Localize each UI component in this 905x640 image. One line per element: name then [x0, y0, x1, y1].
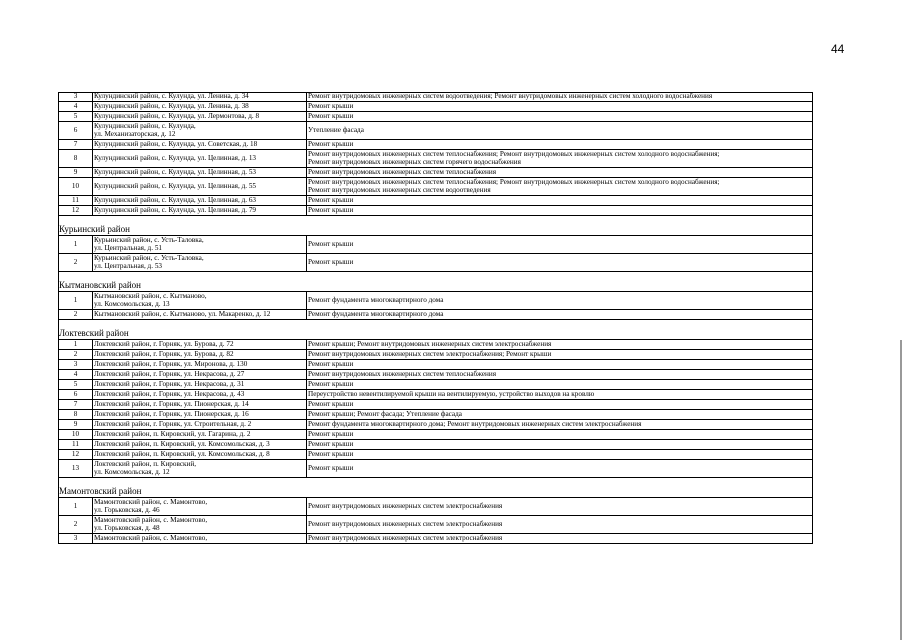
- table-row: [58, 420, 813, 430]
- address-cell: [93, 360, 307, 369]
- work-type-line: Ремонт крыши: [308, 102, 354, 110]
- work-type-cell: [307, 122, 812, 139]
- work-type-line: Ремонт внутридомовых инженерных систем горячего водоснабжения: [308, 157, 521, 166]
- work-type-line: Ремонт внутридомовых инженерных систем электроснабжения: [308, 534, 503, 542]
- address-cell: [93, 206, 307, 215]
- table-row: [58, 112, 813, 122]
- table-row: [58, 340, 813, 350]
- table-row: [58, 206, 813, 216]
- work-type-line: Утепление фасада: [308, 125, 364, 134]
- address-cell: [93, 350, 307, 359]
- work-type-line: Ремонт внутридомовых инженерных систем теплоснабжения: [308, 168, 497, 176]
- address-cell: [93, 310, 307, 319]
- address-line: Мамонтовский район, с. Мамонтово,: [94, 516, 208, 524]
- address-line: Локтевский район, г. Горняк, ул. Бурова, д. 82: [94, 350, 234, 358]
- address-line: ул. Центральная, д. 51: [94, 243, 163, 252]
- row-number: 6: [59, 390, 93, 399]
- work-type-cell: [307, 102, 812, 111]
- address-line: Кулундинский район, с. Кулунда, ул. Целинная, д. 63: [94, 196, 257, 204]
- work-type-line: Ремонт фундамента многоквартирного дома: [308, 310, 444, 318]
- address-line: Локтевский район, г. Горняк, ул. Миронова, д. 130: [94, 360, 248, 368]
- section-title: Мамонтовский район: [58, 478, 813, 498]
- row-number: 8: [59, 150, 93, 167]
- work-type-line: Ремонт крыши: [308, 257, 354, 266]
- work-type-line: Ремонт крыши: [308, 463, 354, 472]
- work-type-line: Ремонт крыши: [308, 239, 354, 248]
- section-title: Курьинский район: [58, 216, 813, 236]
- address-cell: [93, 380, 307, 389]
- row-number: 2: [59, 254, 93, 271]
- work-type-cell: [307, 380, 812, 389]
- address-line: Локтевский район, п. Кировский, ул. Комсомольская, д. 3: [94, 440, 270, 448]
- work-type-cell: [307, 112, 812, 121]
- address-line: Локтевский район, г. Горняк, ул. Строительная, д. 2: [94, 420, 252, 428]
- work-type-line: Ремонт крыши: [308, 196, 354, 204]
- table-row: [58, 92, 813, 102]
- work-type-line: Ремонт крыши: [308, 450, 354, 458]
- address-cell: [93, 430, 307, 439]
- row-number: 7: [59, 140, 93, 149]
- row-number: 1: [59, 236, 93, 253]
- repair-table: [58, 92, 813, 544]
- work-type-line: Ремонт внутридомовых инженерных систем водоотведения: [308, 185, 491, 194]
- address-cell: [93, 400, 307, 409]
- work-type-line: Ремонт крыши: [308, 400, 354, 408]
- work-type-line: Ремонт крыши: [308, 206, 354, 214]
- row-number: 6: [59, 122, 93, 139]
- address-line: Локтевский район, п. Кировский, ул. Гагарина, д. 2: [94, 430, 251, 438]
- work-type-cell: [307, 150, 812, 167]
- work-type-cell: [307, 178, 812, 195]
- table-row: [58, 292, 813, 310]
- address-cell: [93, 370, 307, 379]
- row-number: 11: [59, 196, 93, 205]
- address-line: Кулундинский район, с. Кулунда, ул. Советская, д. 18: [94, 140, 258, 148]
- address-line: Локтевский район, п. Кировский, ул. Комсомольская, д. 8: [94, 450, 270, 458]
- address-line: ул. Горьковская, д. 46: [94, 505, 160, 514]
- table-row: [58, 534, 813, 544]
- address-cell: [93, 460, 307, 477]
- address-cell: [93, 340, 307, 349]
- work-type-line: Ремонт внутридомовых инженерных систем теплоснабжения; Ремонт внутридомовых инженерных систем холодного водоснабжения;: [308, 150, 720, 158]
- table-row: [58, 450, 813, 460]
- work-type-line: Ремонт крыши: [308, 430, 354, 438]
- table-row: [58, 310, 813, 320]
- row-number: 12: [59, 450, 93, 459]
- address-line: Кулундинский район, с. Кулунда, ул. Лермонтова, д. 8: [94, 112, 260, 120]
- work-type-cell: [307, 460, 812, 477]
- row-number: 12: [59, 206, 93, 215]
- row-number: 7: [59, 400, 93, 409]
- table-row: [58, 168, 813, 178]
- work-type-line: Ремонт фундамента многоквартирного дома: [308, 295, 444, 304]
- work-type-cell: [307, 206, 812, 215]
- row-number: 2: [59, 350, 93, 359]
- row-number: 3: [59, 93, 93, 101]
- address-line: Кытмановский район, с. Кытманово,: [94, 292, 207, 300]
- work-type-line: Ремонт крыши: [308, 112, 354, 120]
- address-cell: [93, 102, 307, 111]
- table-row: [58, 122, 813, 140]
- address-cell: [93, 93, 307, 101]
- row-number: 13: [59, 460, 93, 477]
- row-number: 5: [59, 112, 93, 121]
- table-row: [58, 400, 813, 410]
- row-number: 4: [59, 102, 93, 111]
- work-type-line: Ремонт внутридомовых инженерных систем теплоснабжения; Ремонт внутридомовых инженерных систем холодного водоснабжения;: [308, 178, 720, 186]
- address-line: Мамонтовский район, с. Мамонтово,: [94, 498, 208, 506]
- address-line: ул. Комсомольская, д. 13: [94, 299, 170, 308]
- address-line: Кулундинский район, с. Кулунда, ул. Ленина, д. 34: [94, 93, 249, 101]
- work-type-cell: [307, 360, 812, 369]
- address-line: Курьинский район, с. Усть-Таловка,: [94, 254, 204, 262]
- work-type-line: Ремонт фундамента многоквартирного дома; Ремонт внутридомовых инженерных систем электроснабжения: [308, 420, 642, 428]
- row-number: 10: [59, 178, 93, 195]
- address-line: Кулундинский район, с. Кулунда, ул. Целинная, д. 79: [94, 206, 257, 214]
- address-cell: [93, 140, 307, 149]
- work-type-line: Ремонт крыши; Ремонт внутридомовых инженерных систем электроснабжения: [308, 340, 552, 348]
- table-row: [58, 380, 813, 390]
- work-type-cell: [307, 430, 812, 439]
- row-number: 9: [59, 168, 93, 177]
- table-row: [58, 254, 813, 272]
- work-type-cell: [307, 410, 812, 419]
- address-line: Локтевский район, п. Кировский,: [94, 460, 196, 468]
- work-type-cell: [307, 254, 812, 271]
- address-line: Курьинский район, с. Усть-Таловка,: [94, 236, 204, 244]
- work-type-cell: [307, 310, 812, 319]
- work-type-cell: [307, 450, 812, 459]
- work-type-line: Ремонт крыши: [308, 440, 354, 448]
- row-number: 4: [59, 370, 93, 379]
- row-number: 10: [59, 430, 93, 439]
- row-number: 11: [59, 440, 93, 449]
- address-line: Локтевский район, г. Горняк, ул. Некрасова, д. 27: [94, 370, 245, 378]
- address-cell: [93, 122, 307, 139]
- table-row: [58, 370, 813, 380]
- work-type-cell: [307, 340, 812, 349]
- address-line: Кулундинский район, с. Кулунда, ул. Целинная, д. 53: [94, 168, 257, 176]
- work-type-cell: [307, 93, 812, 101]
- address-line: ул. Центральная, д. 53: [94, 261, 163, 270]
- row-number: 3: [59, 360, 93, 369]
- address-cell: [93, 292, 307, 309]
- section-title: Локтевский район: [58, 320, 813, 340]
- address-line: Локтевский район, г. Горняк, ул. Некрасова, д. 43: [94, 390, 245, 398]
- table-row: [58, 498, 813, 516]
- table-row: [58, 150, 813, 168]
- table-row: [58, 430, 813, 440]
- work-type-cell: [307, 370, 812, 379]
- address-line: Мамонтовский район, с. Мамонтово,: [94, 534, 208, 542]
- table-row: [58, 196, 813, 206]
- row-number: 3: [59, 534, 93, 543]
- table-row: [58, 390, 813, 400]
- address-line: Кулундинский район, с. Кулунда, ул. Ленина, д. 38: [94, 102, 249, 110]
- row-number: 5: [59, 380, 93, 389]
- table-row: [58, 178, 813, 196]
- row-number: 1: [59, 292, 93, 309]
- address-line: Кытмановский район, с. Кытманово, ул. Макаренко, д. 12: [94, 310, 271, 318]
- address-line: ул. Горьковская, д. 48: [94, 523, 160, 532]
- address-line: Локтевский район, г. Горняк, ул. Пионерская, д. 14: [94, 400, 249, 408]
- work-type-line: Переустройство невентилируемой крыши на вентилируемую, устройство выходов на кровлю: [308, 390, 595, 398]
- work-type-cell: [307, 350, 812, 359]
- work-type-cell: [307, 400, 812, 409]
- row-number: 2: [59, 310, 93, 319]
- table-row: [58, 516, 813, 534]
- work-type-cell: [307, 534, 812, 543]
- row-number: 1: [59, 498, 93, 515]
- address-cell: [93, 450, 307, 459]
- address-cell: [93, 112, 307, 121]
- row-number: 2: [59, 516, 93, 533]
- address-line: Локтевский район, г. Горняк, ул. Бурова, д. 72: [94, 340, 234, 348]
- work-type-line: Ремонт крыши: [308, 380, 354, 388]
- work-type-cell: [307, 196, 812, 205]
- work-type-line: Ремонт крыши: [308, 360, 354, 368]
- address-line: Кулундинский район, с. Кулунда, ул. Целинная, д. 55: [94, 181, 257, 190]
- work-type-line: Ремонт крыши; Ремонт фасада; Утепление фасада: [308, 410, 462, 418]
- address-cell: [93, 254, 307, 271]
- table-row: [58, 440, 813, 450]
- table-row: [58, 410, 813, 420]
- address-cell: [93, 498, 307, 515]
- address-cell: [93, 534, 307, 543]
- work-type-line: Ремонт внутридомовых инженерных систем теплоснабжения: [308, 370, 497, 378]
- address-line: Локтевский район, г. Горняк, ул. Пионерская, д. 16: [94, 410, 249, 418]
- row-number: 9: [59, 420, 93, 429]
- table-row: [58, 140, 813, 150]
- work-type-line: Ремонт внутридомовых инженерных систем электроснабжения: [308, 501, 503, 510]
- address-line: ул. Механизаторская, д. 12: [94, 129, 176, 138]
- address-cell: [93, 390, 307, 399]
- work-type-cell: [307, 498, 812, 515]
- page-number: 44: [831, 42, 845, 56]
- row-number: 1: [59, 340, 93, 349]
- work-type-line: Ремонт внутридомовых инженерных систем водоотведения; Ремонт внутридомовых инженерных систем холодного водоснабжения: [308, 93, 713, 101]
- address-cell: [93, 150, 307, 167]
- address-cell: [93, 516, 307, 533]
- work-type-line: Ремонт внутридомовых инженерных систем электроснабжения; Ремонт крыши: [308, 350, 552, 358]
- address-cell: [93, 196, 307, 205]
- address-cell: [93, 168, 307, 177]
- row-number: 8: [59, 410, 93, 419]
- table-row: [58, 102, 813, 112]
- table-row: [58, 236, 813, 254]
- address-line: ул. Комсомольская, д. 12: [94, 467, 170, 476]
- address-cell: [93, 440, 307, 449]
- work-type-line: Ремонт внутридомовых инженерных систем электроснабжения: [308, 519, 503, 528]
- table-row: [58, 460, 813, 478]
- work-type-cell: [307, 292, 812, 309]
- address-cell: [93, 236, 307, 253]
- work-type-cell: [307, 236, 812, 253]
- address-cell: [93, 420, 307, 429]
- work-type-cell: [307, 516, 812, 533]
- work-type-cell: [307, 420, 812, 429]
- work-type-cell: [307, 168, 812, 177]
- work-type-cell: [307, 440, 812, 449]
- work-type-cell: [307, 140, 812, 149]
- section-title: Кытмановский район: [58, 272, 813, 292]
- work-type-cell: [307, 390, 812, 399]
- scan-edge: [900, 340, 902, 640]
- address-cell: [93, 178, 307, 195]
- address-line: Локтевский район, г. Горняк, ул. Некрасова, д. 31: [94, 380, 245, 388]
- address-line: Кулундинский район, с. Кулунда,: [94, 122, 196, 130]
- address-line: Кулундинский район, с. Кулунда, ул. Целинная, д. 13: [94, 153, 257, 162]
- address-cell: [93, 410, 307, 419]
- work-type-line: Ремонт крыши: [308, 140, 354, 148]
- table-row: [58, 360, 813, 370]
- table-row: [58, 350, 813, 360]
